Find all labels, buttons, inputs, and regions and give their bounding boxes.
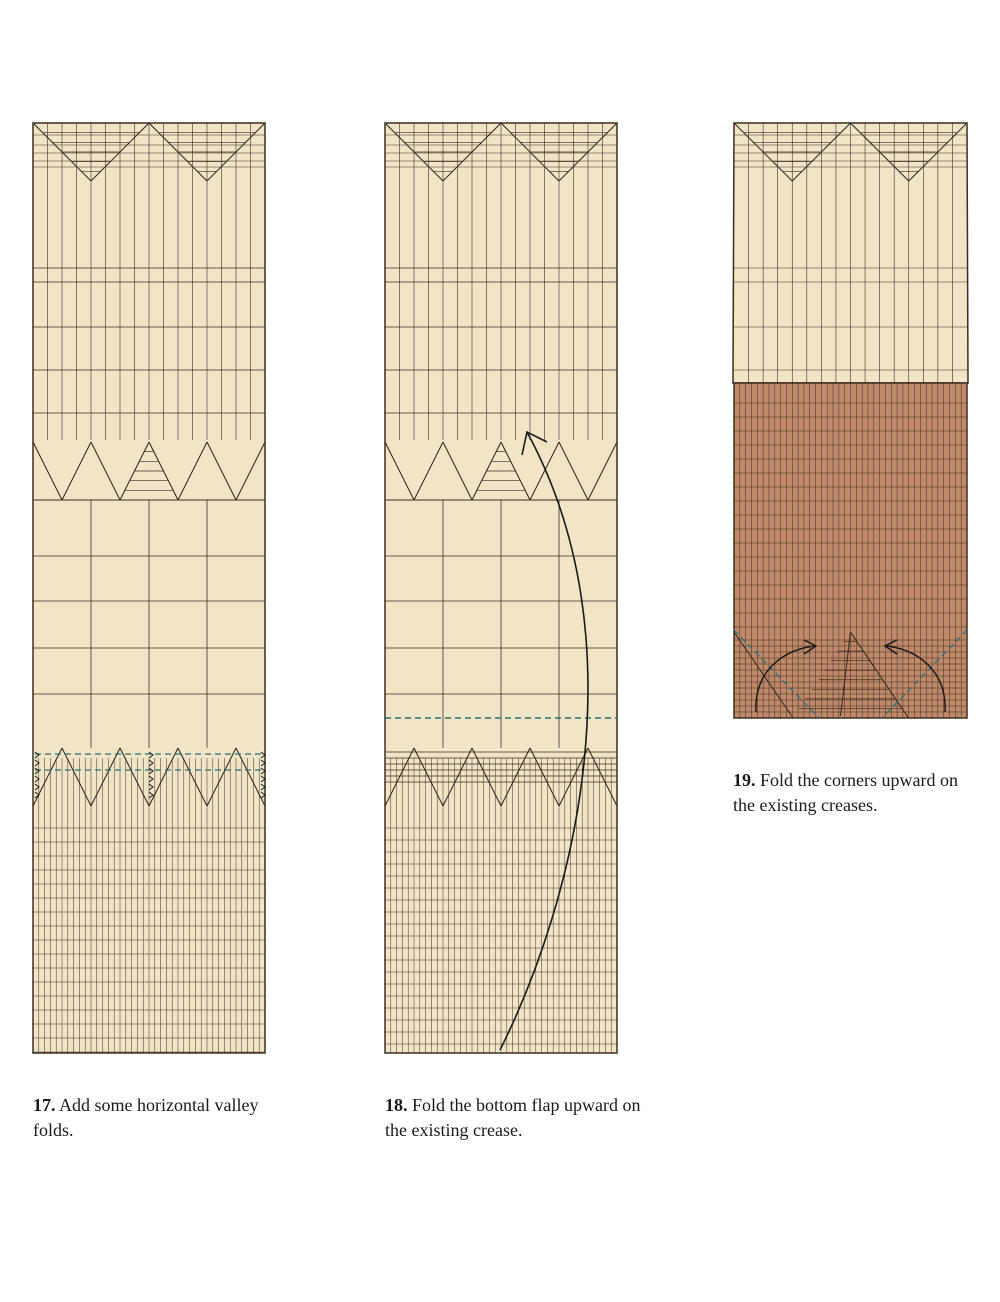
step-18-caption <box>385 1093 645 1143</box>
step-18-number: 18. <box>385 1095 408 1115</box>
step-19-number: 19. <box>733 770 756 790</box>
step-17-caption <box>33 1093 263 1143</box>
step-19-caption <box>733 768 983 818</box>
step-18-text: Fold the bottom flap upward on the existing crease. <box>385 1095 641 1140</box>
step-19-text: Fold the corners upward on the existing creases. <box>733 770 958 815</box>
step-17-number: 17. <box>33 1095 56 1115</box>
step-17-diagram <box>33 123 265 1053</box>
step-19-diagram <box>733 123 968 718</box>
step-17-text: Add some horizontal valley folds. <box>33 1095 259 1140</box>
step-18-diagram <box>385 123 617 1053</box>
